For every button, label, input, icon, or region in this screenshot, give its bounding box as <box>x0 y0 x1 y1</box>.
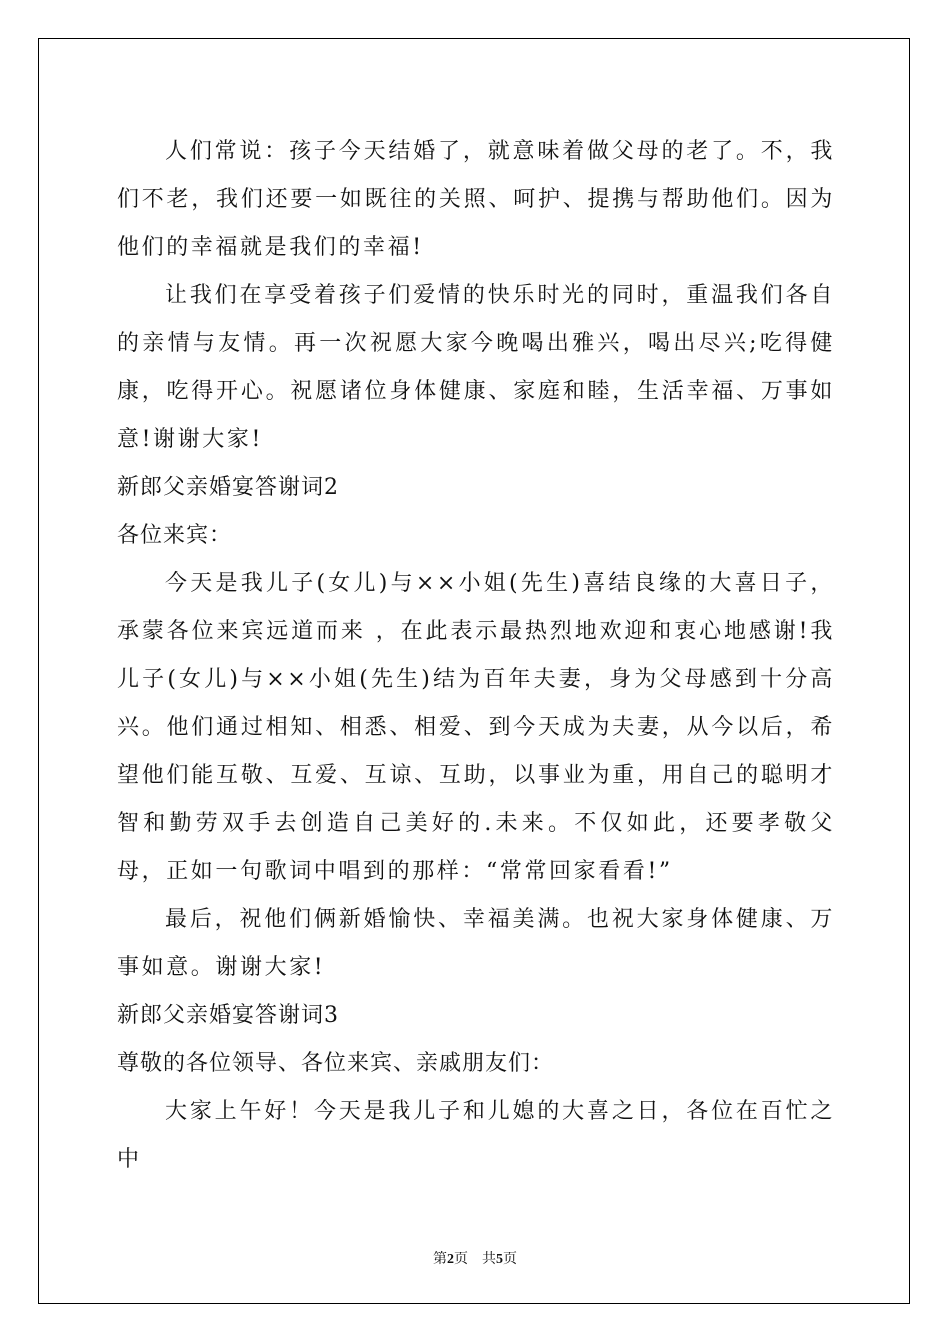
salutation: 各位来宾： <box>117 523 233 548</box>
current-page-number: 2 <box>447 1252 454 1267</box>
paragraph: 最后，祝他们俩新婚愉快、幸福美满。也祝大家身体健康、万事如意。谢谢大家! <box>117 907 835 980</box>
document-body <box>117 128 835 1184</box>
paragraph: 让我们在享受着孩子们爱情的快乐时光的同时，重温我们各自的亲情与友情。再一次祝愿大家今晚喝出雅兴，喝出尽兴;吃得健康，吃得开心。祝愿诸位身体健康、家庭和睦，生活幸福、万事如意!谢谢大家! <box>117 283 835 452</box>
paragraph: 大家上午好！今天是我儿子和儿媳的大喜之日，各位在百忙之中 <box>117 1099 835 1172</box>
footer-prefix: 第 <box>433 1252 447 1267</box>
footer-suffix: 页 <box>503 1252 517 1267</box>
paragraph: 今天是我儿子(女儿)与××小姐(先生)喜结良缘的大喜日子，承蒙各位来宾远道而来 ，在此表示最热烈地欢迎和衷心地感谢!我儿子(女儿)与××小姐(先生)结为百年夫妻，身为父母感到十分高兴。他们通过相知、相悉、相爱、到今天成为夫妻，从今以后，希望他们能互敬、互爱、互谅、互助，以事业为重，用自己的聪明才智和勤劳双手去创造自己美好的.未来。不仅如此，还要孝敬父母，正如一句歌词中唱到的那样：“常常回家看看!” <box>117 571 835 884</box>
footer-middle: 页 共 <box>454 1252 496 1267</box>
section-heading: 新郎父亲婚宴答谢词3 <box>117 1003 339 1028</box>
section-heading: 新郎父亲婚宴答谢词2 <box>117 475 339 500</box>
paragraph: 人们常说：孩子今天结婚了，就意味着做父母的老了。不，我们不老，我们还要一如既往的关照、呵护、提携与帮助他们。因为他们的幸福就是我们的幸福! <box>117 139 835 260</box>
salutation: 尊敬的各位领导、各位来宾、亲戚朋友们： <box>117 1051 555 1076</box>
page-footer <box>0 1248 950 1268</box>
total-pages-number: 5 <box>496 1252 503 1267</box>
